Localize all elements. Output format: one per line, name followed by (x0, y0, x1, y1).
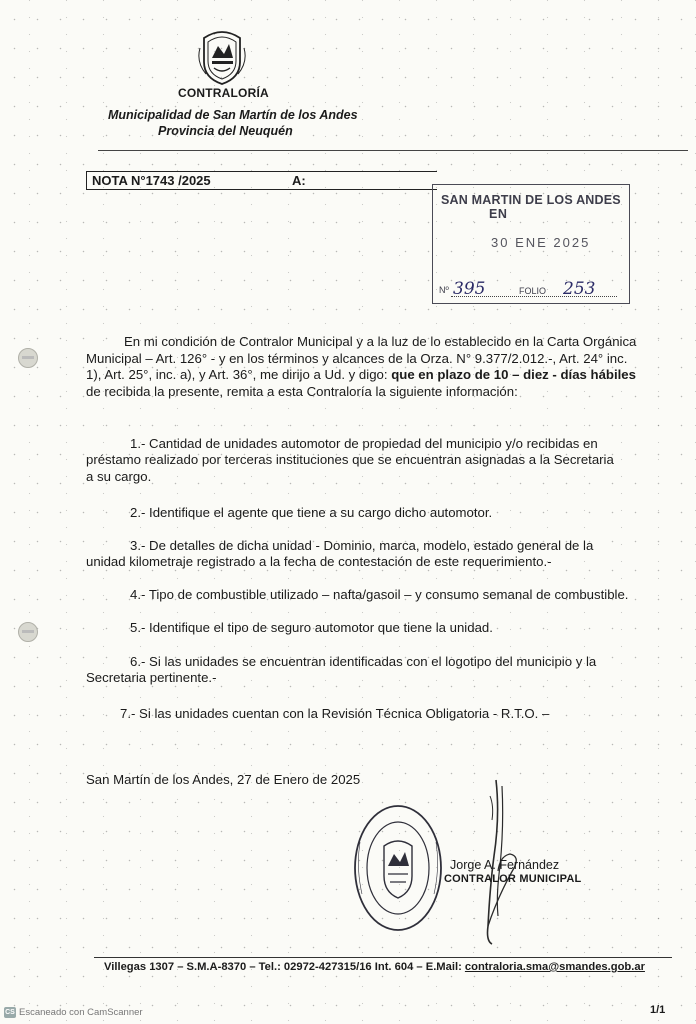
camscanner-logo-icon: CS (5, 1009, 15, 1016)
province-name: Provincia del Neuquén (158, 124, 293, 138)
punch-hole-icon (18, 348, 38, 368)
list-item: 4.- Tipo de combustible utilizado – nafta/gasoil – y consumo semanal de combustible. (130, 587, 629, 602)
list-item: préstamo realizado por terceras instituciones que se encuentran asignadas a la Secretaria (86, 452, 614, 467)
list-item: 1.- Cantidad de unidades automotor de propiedad del municipio y/o recibidas en (130, 436, 598, 451)
scanner-watermark: CS Escaneado con CamScanner (5, 1007, 143, 1019)
municipal-seal-icon (352, 802, 444, 948)
stamp-line-1: SAN MARTIN DE LOS ANDES (441, 193, 621, 207)
list-item: 3.- De detalles de dicha unidad - Dominio, marca, modelo, estado general de la (130, 538, 594, 553)
list-item: a su cargo. (86, 469, 152, 484)
organization-name: CONTRALORÍA (178, 86, 269, 100)
list-item: 6.- Si las unidades se encuentran identificadas con el logotipo del municipio y la (130, 654, 597, 669)
signer-name: Jorge A. Fernández (450, 858, 560, 872)
nota-recipient-label: A: (292, 173, 306, 188)
municipality-name: Municipalidad de San Martín de los Andes (108, 108, 358, 122)
stamp-folio-value: 253 (563, 279, 596, 299)
punch-hole-icon (18, 622, 38, 642)
stamp-line-2: EN (489, 207, 508, 221)
stamp-folio-label: FOLIO (519, 286, 547, 296)
stamp-date: 30 ENE 2025 (491, 235, 591, 250)
intro-line: En mi condición de Contralor Municipal y a la luz de lo establecido en la Carta Orgánica (124, 334, 637, 349)
footer-email-link[interactable]: contraloria.sma@smandes.gob.ar (464, 961, 645, 973)
list-item: 7.- Si las unidades cuentan con la Revisión Técnica Obligatoria - R.T.O. – (120, 706, 550, 721)
list-item: Secretaria pertinente.- (86, 670, 217, 685)
header-divider (98, 150, 688, 151)
list-item: unidad kilometraje registrado a la fecha de contestación de este requerimiento.- (86, 554, 552, 569)
intro-paragraph (86, 334, 672, 400)
signer-title: CONTRALOR MUNICIPAL (444, 873, 582, 885)
list-item: 2.- Identifique el agente que tiene a su cargo dicho automotor. (130, 505, 493, 520)
reception-stamp (432, 184, 630, 304)
stamp-number-label: Nº (439, 285, 449, 295)
intro-line: de recibida la presente, remita a esta Contraloría la siguiente información: (86, 383, 518, 399)
list-item: 5.- Identifique el tipo de seguro automotor que tiene la unidad. (130, 620, 493, 635)
stamp-number-value: 395 (453, 279, 486, 299)
crest-icon (196, 28, 248, 86)
intro-line: 1), Art. 25°, inc. a), y Art. 36°, me dirijo a Ud. y digo: que en plazo de 10 – diez - días hábiles (86, 367, 636, 382)
intro-line: Municipal – Art. 126° - y en los términos y alcances de la Orza. N° 9.377/2.012.-, Art. 24° inc. (86, 350, 628, 366)
nota-number: NOTA N°1743 /2025 (92, 173, 211, 188)
footer-contact: Villegas 1307 – S.M.A-8370 – Tel.: 02972-427315/16 Int. 604 – E.Mail: contraloria.sma@smandes.gob.ar (104, 961, 645, 973)
page-number: 1/1 (650, 1004, 666, 1016)
stamp-underline (451, 296, 617, 297)
place-date: San Martín de los Andes, 27 de Enero de 2025 (86, 772, 361, 787)
footer-divider (94, 957, 672, 958)
